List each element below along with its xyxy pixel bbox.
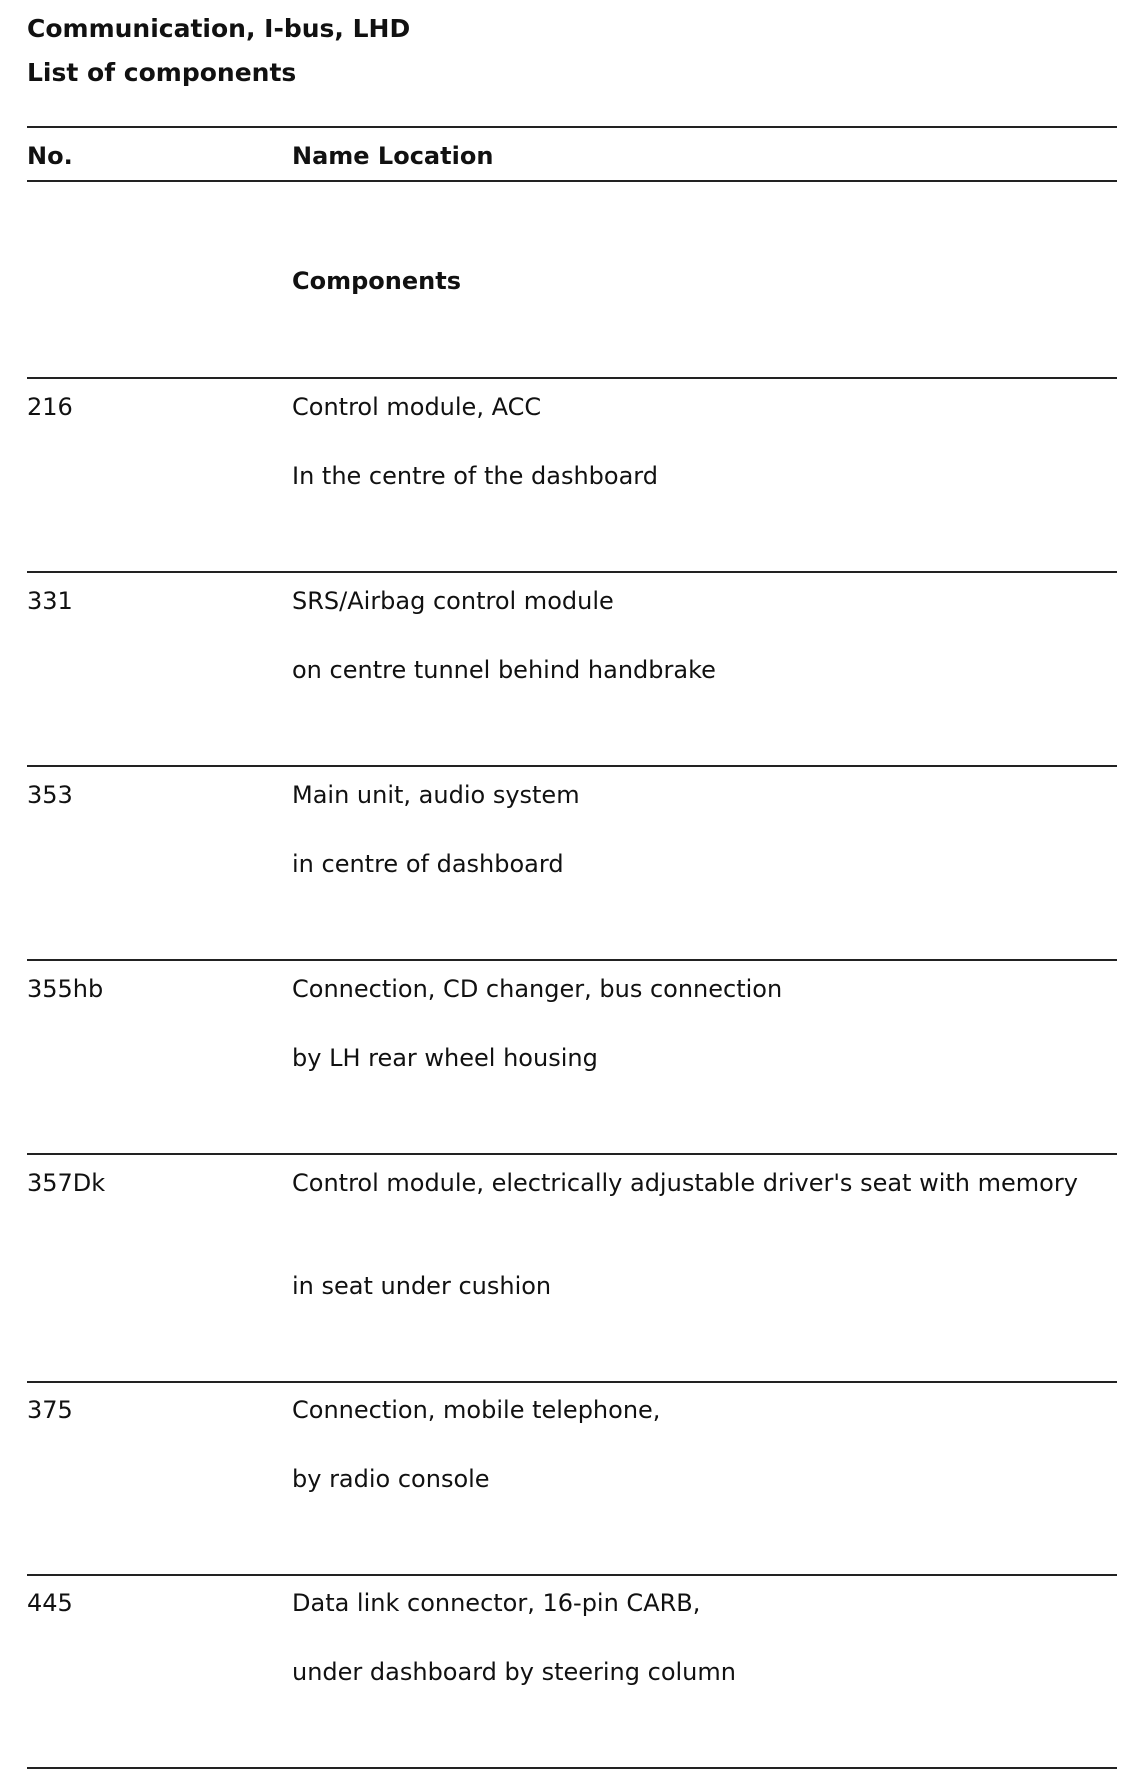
row-divider xyxy=(27,959,1117,961)
row-number: 445 xyxy=(27,1589,73,1617)
row-location: in seat under cushion xyxy=(292,1272,552,1300)
row-divider xyxy=(27,1381,1117,1383)
row-location: in centre of dashboard xyxy=(292,850,564,878)
row-location: under dashboard by steering column xyxy=(292,1658,736,1686)
row-divider xyxy=(27,765,1117,767)
row-number: 353 xyxy=(27,781,73,809)
row-name: Main unit, audio system xyxy=(292,781,580,809)
row-location: on centre tunnel behind handbrake xyxy=(292,656,716,684)
header-name-location: Name Location xyxy=(292,142,494,170)
row-name: Data link connector, 16-pin CARB, xyxy=(292,1589,701,1617)
header-bottom-rule xyxy=(27,180,1117,182)
row-location: by radio console xyxy=(292,1465,490,1493)
row-name: Connection, mobile telephone, xyxy=(292,1396,661,1424)
row-name: Connection, CD changer, bus connection xyxy=(292,975,783,1003)
row-name: Control module, ACC xyxy=(292,393,542,421)
table-top-rule xyxy=(27,126,1117,128)
document-subtitle: List of components xyxy=(27,58,297,87)
row-location: by LH rear wheel housing xyxy=(292,1044,598,1072)
document-title: Communication, I-bus, LHD xyxy=(27,14,411,43)
section-label: Components xyxy=(292,267,461,295)
table-bottom-rule xyxy=(27,1767,1117,1769)
row-divider xyxy=(27,571,1117,573)
row-number: 216 xyxy=(27,393,73,421)
row-divider xyxy=(27,1574,1117,1576)
row-divider xyxy=(27,377,1117,379)
row-number: 375 xyxy=(27,1396,73,1424)
row-number: 357Dk xyxy=(27,1169,106,1197)
row-number: 355hb xyxy=(27,975,104,1003)
row-number: 331 xyxy=(27,587,73,615)
row-name: Control module, electrically adjustable driver's seat with memory xyxy=(292,1169,1078,1197)
header-no: No. xyxy=(27,142,73,170)
row-divider xyxy=(27,1153,1117,1155)
row-name: SRS/Airbag control module xyxy=(292,587,614,615)
row-location: In the centre of the dashboard xyxy=(292,462,658,490)
